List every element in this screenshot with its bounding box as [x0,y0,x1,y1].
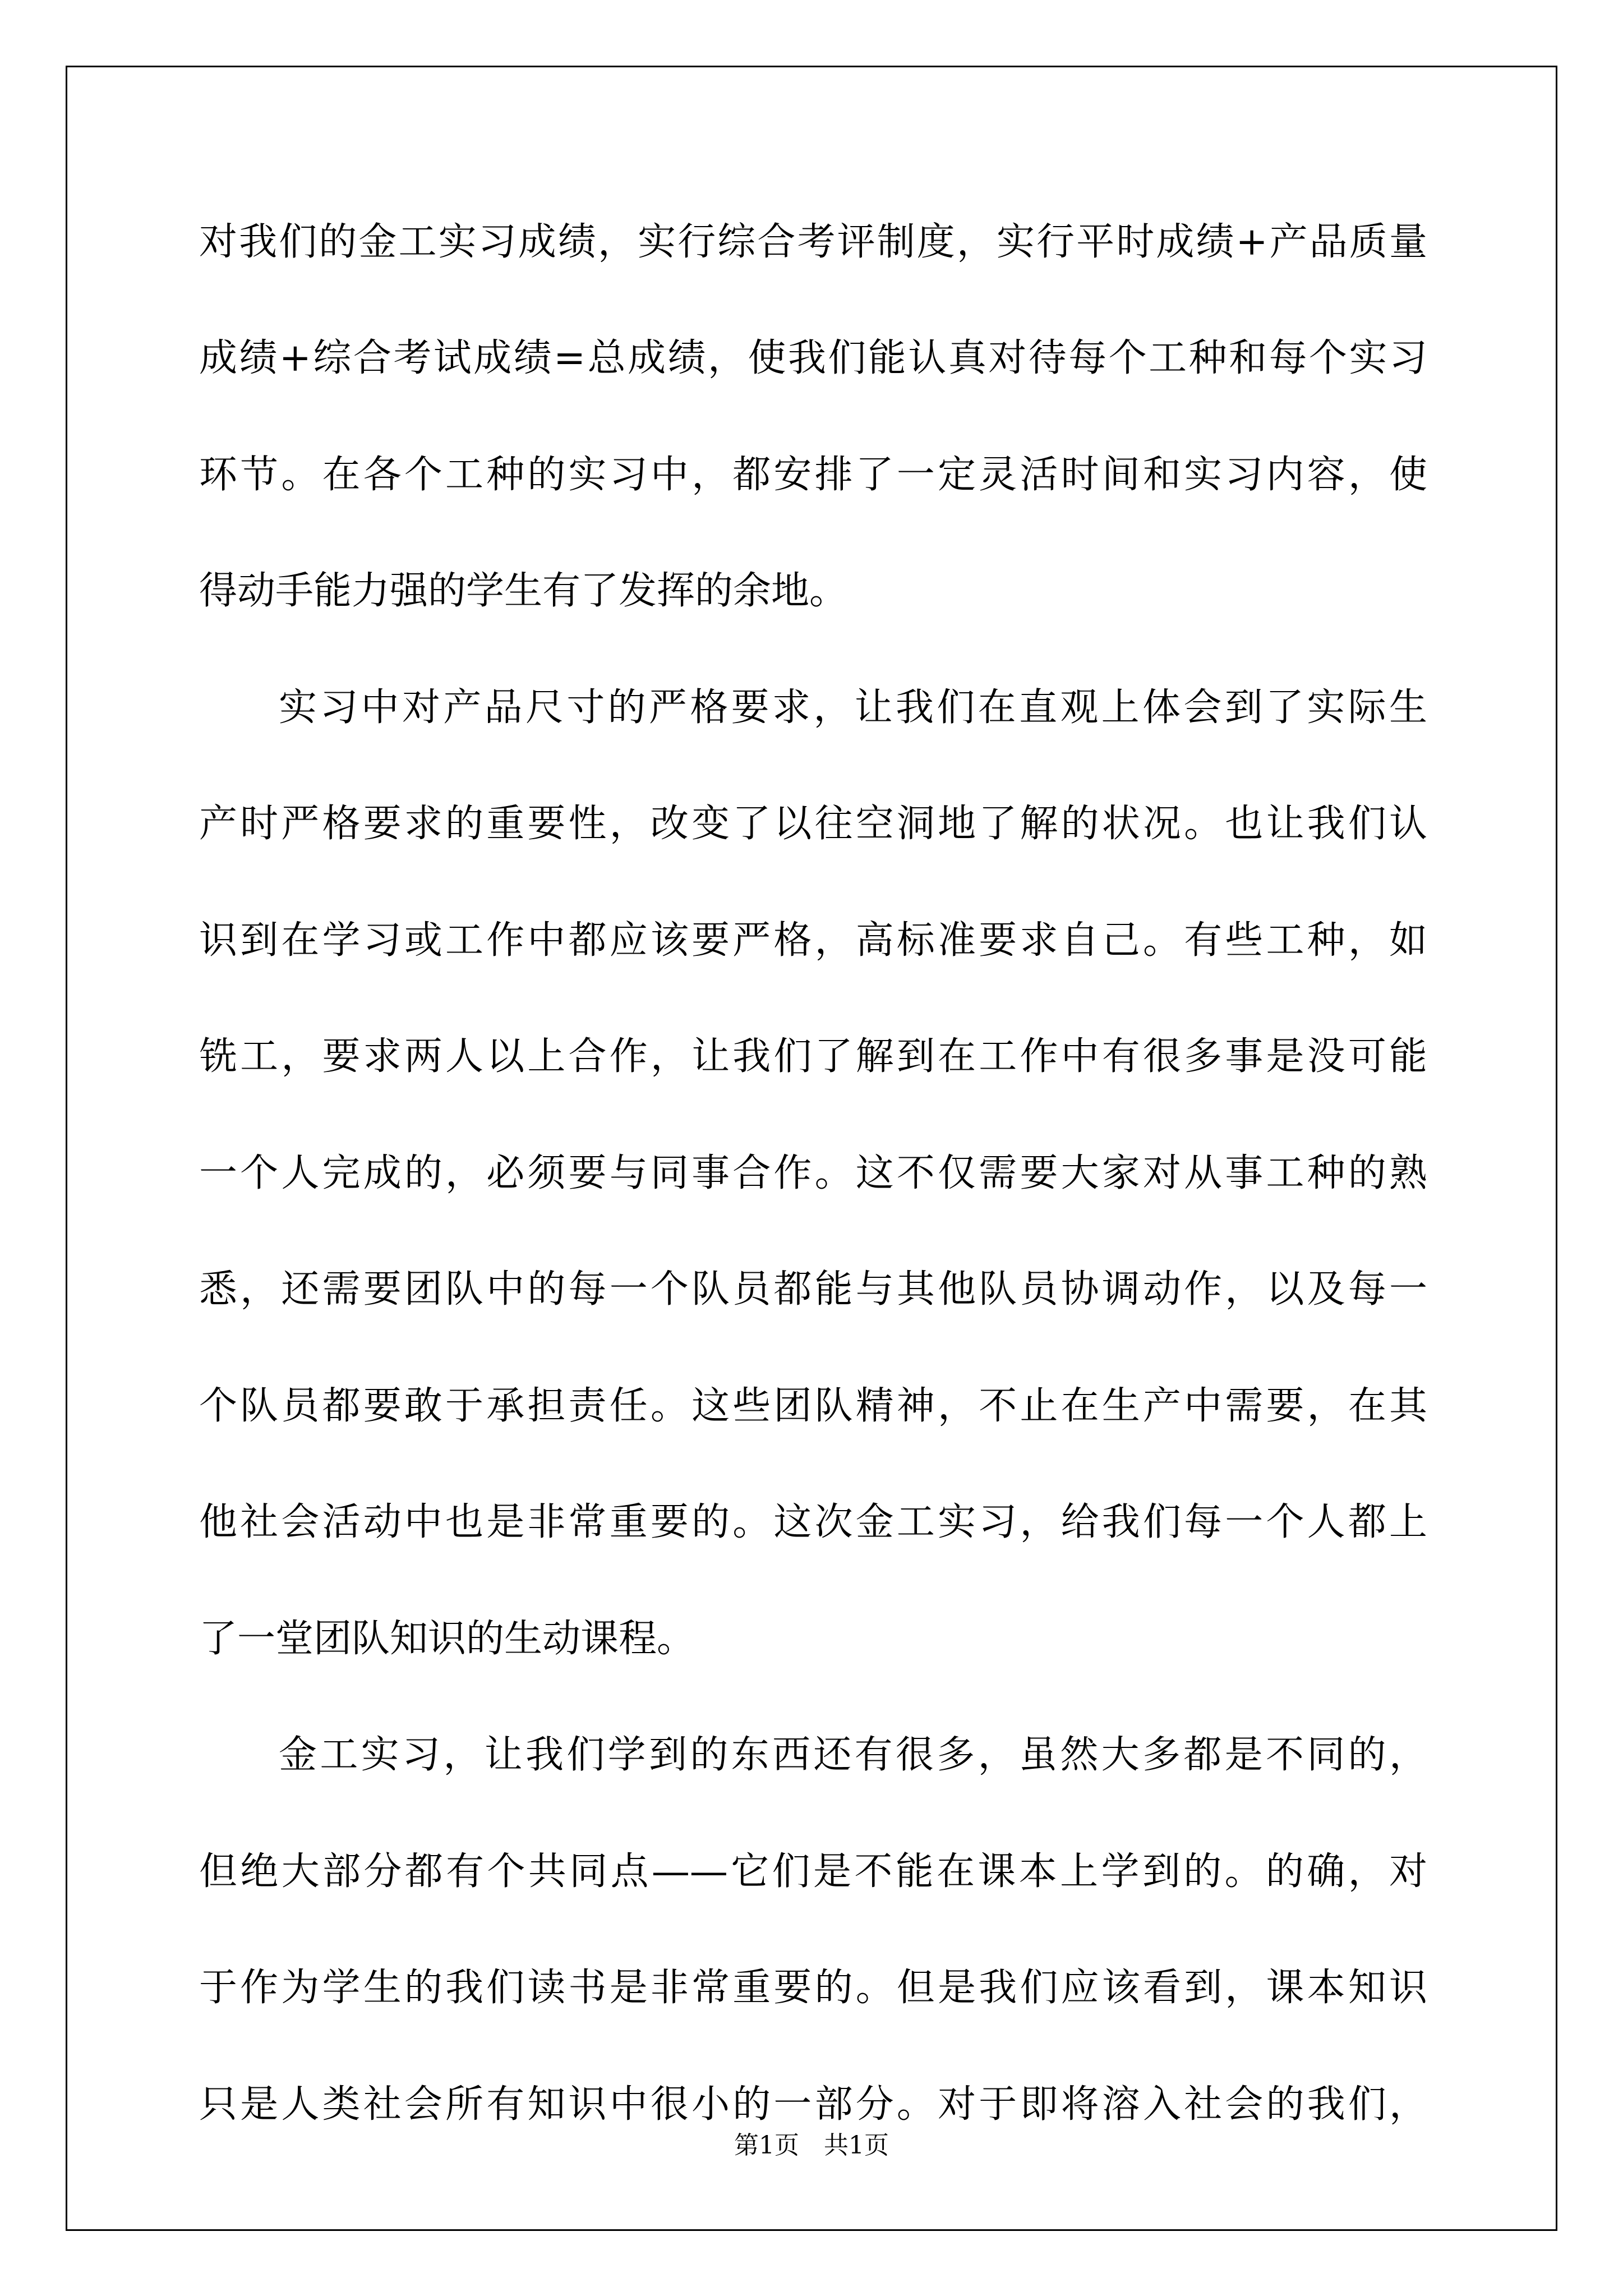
paragraph-1-line-1: 对我们的金工实习成绩，实行综合考评制度，实行平时成绩+产品质量 [199,220,1427,264]
paragraph-2-line-6: 悉，还需要团队中的每一个队员都能与其他队员协调动作，以及每一 [199,1267,1427,1312]
paragraph-2-line-7: 个队员都要敢于承担责任。这些团队精神，不止在生产中需要，在其 [199,1384,1427,1428]
page-number-current: 第1页 [734,2131,799,2160]
paragraph-3-line-2: 但绝大部分都有个共同点——它们是不能在课本上学到的。的确，对 [199,1849,1427,1894]
paragraph-2-line-2: 产时严格要求的重要性，改变了以往空洞地了解的状况。也让我们认 [199,802,1427,846]
paragraph-3-line-1: 金工实习，让我们学到的东西还有很多，虽然大多都是不同的， [279,1733,1427,1777]
paragraph-2-line-8: 他社会活动中也是非常重要的。这次金工实习，给我们每一个人都上 [199,1500,1427,1544]
paragraph-2-line-1: 实习中对产品尺寸的严格要求，让我们在直观上体会到了实际生 [279,685,1427,730]
page-number-total: 共1页 [824,2131,889,2160]
page-footer [0,2129,1623,2162]
paragraph-3-line-4: 只是人类社会所有知识中很小的一部分。对于即将溶入社会的我们， [199,2082,1427,2127]
paragraph-2-line-9: 了一堂团队知识的生动课程。 [199,1617,695,1661]
paragraph-3-line-3: 于作为学生的我们读书是非常重要的。但是我们应该看到，课本知识 [199,1966,1427,2010]
paragraph-1-line-2: 成绩+综合考试成绩=总成绩，使我们能认真对待每个工种和每个实习 [199,336,1427,380]
paragraph-1-line-3: 环节。在各个工种的实习中，都安排了一定灵活时间和实习内容，使 [199,453,1427,497]
paragraph-2-line-5: 一个人完成的，必须要与同事合作。这不仅需要大家对从事工种的熟 [199,1151,1427,1195]
paragraph-2-line-4: 铣工，要求两人以上合作，让我们了解到在工作中有很多事是没可能 [199,1034,1427,1079]
paragraph-1-line-4: 得动手能力强的学生有了发挥的余地。 [199,569,848,613]
paragraph-2-line-3: 识到在学习或工作中都应该要严格，高标准要求自己。有些工种，如 [199,918,1427,963]
